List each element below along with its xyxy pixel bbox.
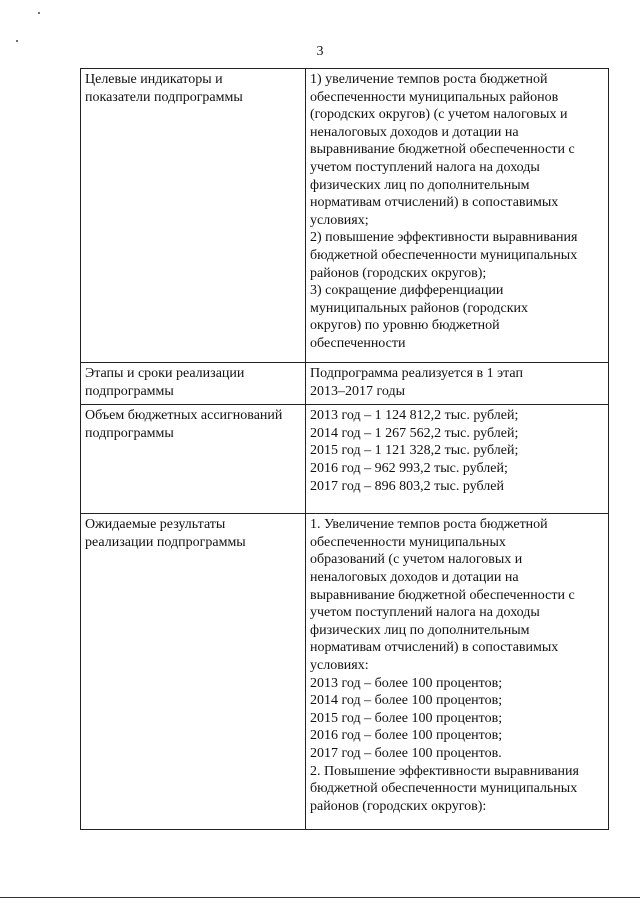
- row-value: 2013 год – 1 124 812,2 тыс. рублей; 2014 год – 1 267 562,2 тыс. рублей; 2015 год – 1 121 328,2 тыс. рублей; 2016 год – 962 993,2 тыс. рублей; 2017 год – 896 803,2 тыс. рублей: [306, 405, 609, 514]
- row-value: 1. Увеличение темпов роста бюджетной обеспеченности муниципальных образований (с учетом налоговых и неналоговых доходов и дотации на выравнивание бюджетной обеспеченности с учетом поступлений налога на доходы физических лиц по дополнительным нормативам отчислений) в сопоставимых условиях: 2013 год – более 100 процентов; 2014 год – более 100 процентов; 2015 год – более 100 процентов; 2016 год – более 100 процентов; 2017 год – более 100 процентов. 2. Повышение эффективности выравнивания бюджетной обеспеченности муниципальных районов (городских округов):: [306, 514, 609, 830]
- row-value: Подпрограмма реализуется в 1 этап 2013–2017 годы: [306, 363, 609, 405]
- row-label: Ожидаемые результаты реализации подпрограммы: [81, 514, 306, 830]
- scan-speck: [16, 40, 18, 42]
- row-label: Целевые индикаторы и показатели подпрограммы: [81, 69, 306, 363]
- row-value: 1) увеличение темпов роста бюджетной обеспеченности муниципальных районов (городских округов) (с учетом налоговых и неналоговых доходов и дотации на выравнивание бюджетной обеспеченности с учетом поступлений налога на доходы физических лиц по дополнительным нормативам отчислений) в сопоставимых условиях; 2) повышение эффективности выравнивания бюджетной обеспеченности муниципальных районов (городских округов); 3) сокращение дифференциации муниципальных районов (городских округов) по уровню бюджетной обеспеченности: [306, 69, 609, 363]
- table-row-stages-and-terms: [81, 363, 609, 405]
- row-label: Объем бюджетных ассигнований подпрограммы: [81, 405, 306, 514]
- scan-speck: [38, 12, 40, 14]
- table-row-target-indicators: [81, 69, 609, 363]
- scan-edge-line: [0, 897, 640, 898]
- subprogram-passport-table: [80, 68, 609, 830]
- page-number: 3: [316, 44, 324, 59]
- table-row-budget-allocations: [81, 405, 609, 514]
- row-label: Этапы и сроки реализации подпрограммы: [81, 363, 306, 405]
- table-row-expected-results: [81, 514, 609, 830]
